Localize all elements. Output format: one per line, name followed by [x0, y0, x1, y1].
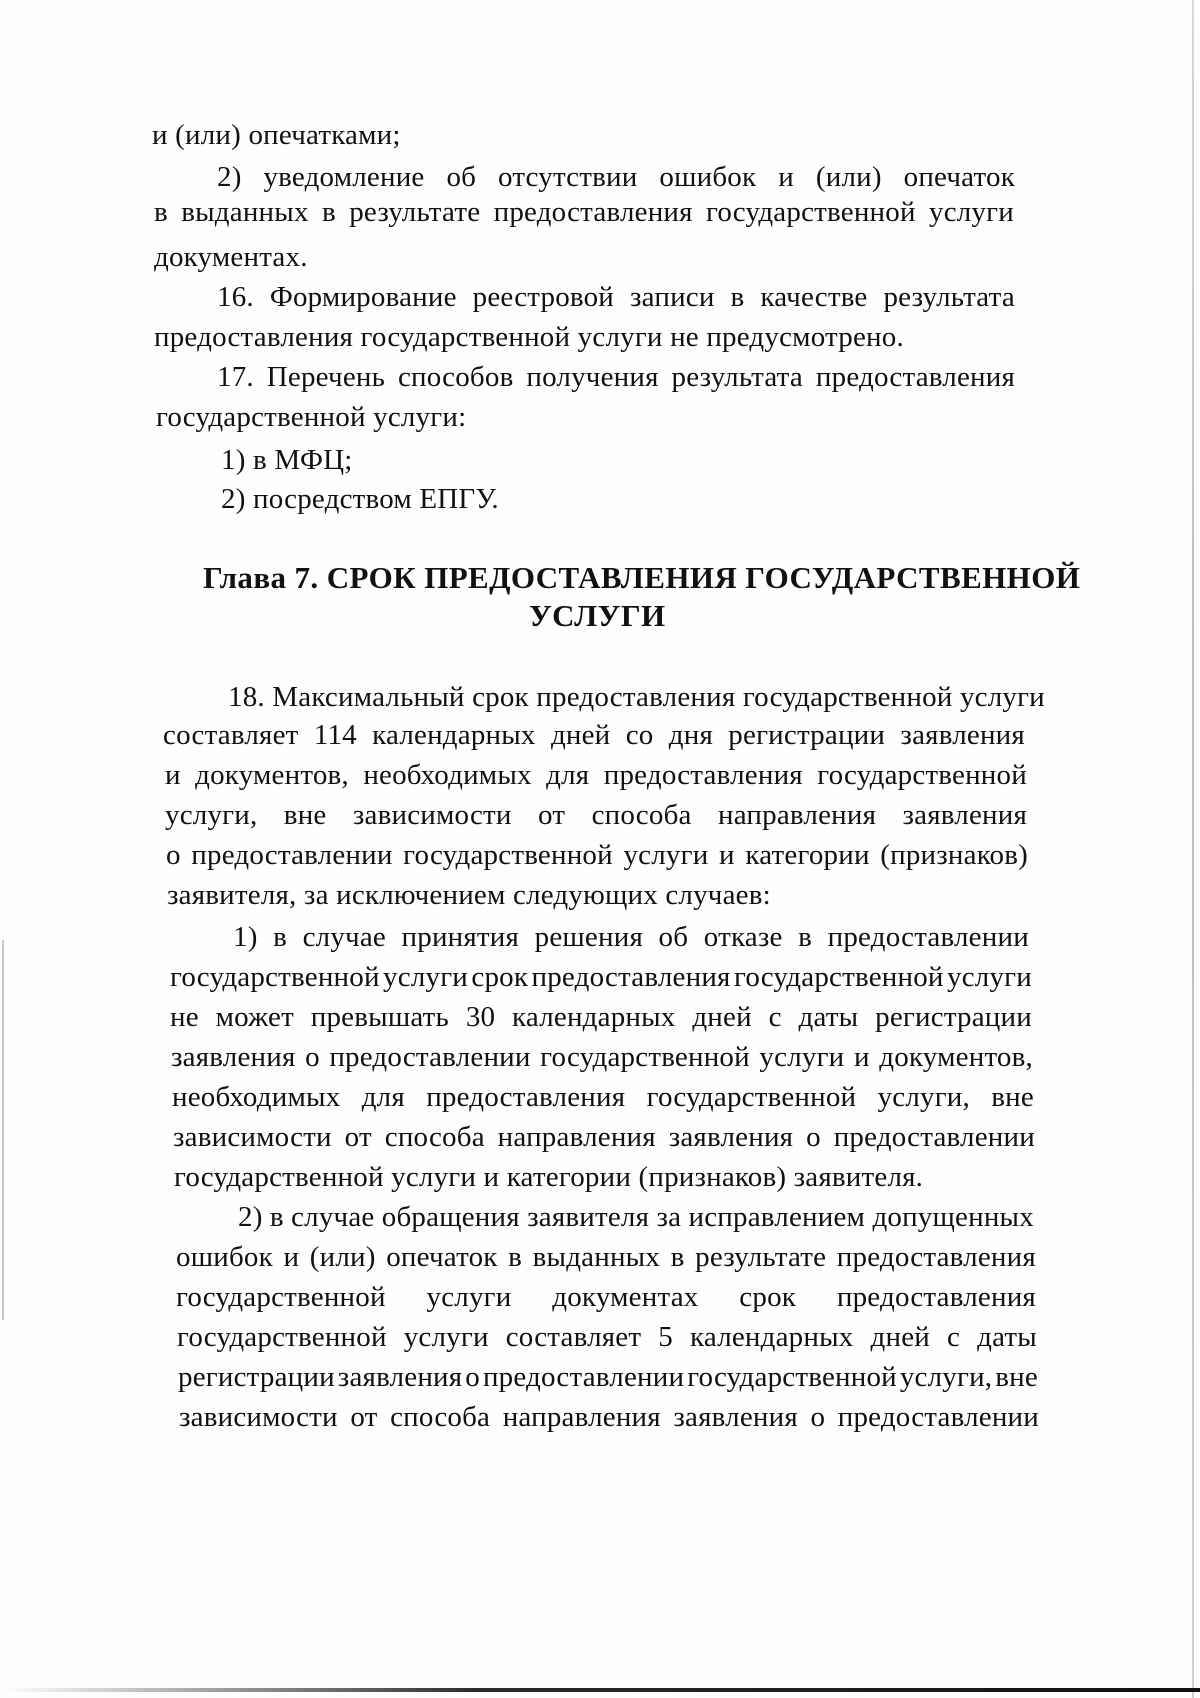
word: (или)	[815, 161, 882, 193]
text-line	[217, 160, 1015, 194]
word: дней	[550, 719, 611, 751]
text-line: и (или) опечатками;	[152, 119, 401, 151]
word: документов,	[879, 1041, 1033, 1073]
text-line	[217, 280, 1015, 314]
text-line: государственной услуги:	[156, 401, 467, 433]
word: услуги,	[877, 1081, 970, 1113]
word: направления	[717, 799, 877, 831]
list-item: 1) в МФЦ;	[221, 444, 353, 476]
text-line: государственной услуги и категории (признаков) заявителя.	[174, 1161, 924, 1193]
word: от	[344, 1121, 372, 1153]
word: в	[269, 1201, 284, 1233]
word: услуги,	[899, 1361, 993, 1393]
text-line	[178, 1360, 1038, 1394]
word: государственной	[733, 961, 944, 993]
word: случае	[302, 921, 386, 953]
word: предоставления	[426, 1081, 626, 1113]
word: (или)	[309, 1241, 376, 1273]
word: Формирование	[269, 281, 457, 313]
scan-edge	[1192, 0, 1194, 1698]
word: и	[719, 839, 735, 871]
word: предоставлении	[827, 921, 1029, 953]
word: государственной	[170, 961, 380, 993]
text-line: предоставления государственной услуги не предусмотрено.	[154, 321, 904, 353]
scan-border	[0, 1688, 1200, 1692]
word: 5	[658, 1321, 673, 1353]
word: 2)	[238, 1201, 263, 1233]
word: результата	[883, 281, 1015, 313]
word: об	[658, 921, 689, 953]
text-line: 18. Максимальный срок предоставления государственной услуги	[228, 681, 1045, 713]
word: способа	[390, 1401, 491, 1433]
word: необходимых	[363, 759, 532, 791]
word: 30	[465, 1001, 496, 1033]
word: составляет	[163, 719, 299, 751]
word: отсутствии	[498, 161, 638, 193]
word: выданных	[181, 196, 309, 228]
word: не	[170, 1001, 199, 1033]
word: заявления	[673, 1401, 798, 1433]
word: услуги	[623, 839, 709, 871]
word: предоставления	[836, 1281, 1036, 1313]
word: (признаков)	[880, 839, 1028, 871]
word: документов,	[195, 759, 349, 791]
text-line: заявителя, за исключением следующих случаев:	[167, 879, 771, 911]
word: заявления	[668, 1121, 794, 1153]
word: опечаток	[386, 1241, 498, 1273]
word: 17.	[217, 361, 254, 393]
word: за	[656, 1201, 682, 1233]
word: исправлением	[688, 1201, 866, 1233]
word: заявления	[902, 799, 1027, 831]
word: отказе	[703, 921, 783, 953]
text-line	[170, 1000, 1032, 1034]
word: для	[361, 1081, 405, 1113]
text-line	[171, 1040, 1033, 1074]
word: случае	[291, 1201, 375, 1233]
word: в	[670, 1241, 685, 1273]
word: принятия	[401, 921, 520, 953]
text-line: документах.	[154, 241, 308, 273]
word: государственной	[817, 759, 1027, 791]
word: с	[768, 1001, 782, 1033]
word: о	[465, 1361, 480, 1393]
word: вне	[283, 799, 327, 831]
word: регистрации	[875, 1001, 1032, 1033]
word: о	[305, 1041, 320, 1073]
text-line	[154, 195, 1014, 229]
word: регистрации	[178, 1361, 335, 1393]
word: качестве	[760, 281, 868, 313]
word: предоставления	[531, 961, 731, 993]
word: дня	[668, 719, 713, 751]
word: услуги	[383, 961, 469, 993]
word: предоставления	[493, 196, 693, 228]
word: решения	[534, 921, 643, 953]
chapter-heading: УСЛУГИ	[529, 598, 666, 633]
word: способа	[591, 799, 692, 831]
word: о	[810, 1401, 826, 1433]
word: зависимости	[179, 1401, 338, 1433]
word: уведомление	[263, 161, 425, 193]
word: обращения	[381, 1201, 520, 1233]
word: зависимости	[173, 1121, 332, 1153]
text-line	[165, 798, 1027, 832]
word: вне	[995, 1361, 1038, 1393]
word: 2)	[217, 161, 242, 193]
word: опечаток	[903, 161, 1015, 193]
word: государственной	[687, 1361, 897, 1393]
word: документах	[552, 1281, 699, 1313]
word: предоставления	[603, 759, 803, 791]
text-line	[176, 1280, 1036, 1314]
word: направления	[502, 1401, 661, 1433]
word: предоставления	[815, 361, 1015, 393]
word: вне	[991, 1081, 1034, 1113]
word: 1)	[233, 921, 258, 953]
word: со	[625, 719, 654, 751]
word: 16.	[217, 281, 254, 313]
word: предоставлении	[191, 839, 393, 871]
word: с	[947, 1321, 961, 1353]
word: государственной	[176, 1281, 386, 1313]
word: даты	[798, 1001, 859, 1033]
word: заявления	[900, 719, 1025, 751]
word: о	[806, 1121, 821, 1153]
word: может	[215, 1001, 294, 1033]
word: в	[273, 921, 288, 953]
word: заявителя	[527, 1201, 650, 1233]
text-line	[217, 360, 1015, 394]
text-line	[170, 960, 1032, 994]
word: направления	[497, 1121, 656, 1153]
word: даты	[977, 1321, 1037, 1353]
word: срок	[471, 961, 529, 993]
word: услуги	[947, 961, 1032, 993]
word: предоставлении	[833, 1121, 1035, 1153]
word: календарных	[512, 1001, 676, 1033]
word: услуги	[929, 196, 1014, 228]
scan-edge	[2, 940, 4, 1320]
word: регистрации	[728, 719, 886, 751]
word: предоставлении	[329, 1041, 531, 1073]
word: предоставлении	[837, 1401, 1039, 1433]
word: необходимых	[172, 1081, 341, 1113]
word: услуги	[759, 1041, 845, 1073]
text-line	[172, 1080, 1034, 1114]
word: способа	[384, 1121, 485, 1153]
word: способов	[397, 361, 514, 393]
word: результате	[349, 196, 481, 228]
word: реестровой	[472, 281, 615, 313]
text-line	[238, 1200, 1034, 1234]
word: ошибок	[659, 161, 757, 193]
word: допущенных	[872, 1201, 1034, 1233]
word: выданных	[532, 1241, 661, 1273]
word: в	[798, 921, 813, 953]
word: зависимости	[352, 799, 512, 831]
word: составляет	[505, 1321, 642, 1353]
chapter-heading: Глава 7. СРОК ПРЕДОСТАВЛЕНИЯ ГОСУДАРСТВЕННОЙ	[203, 560, 1081, 595]
word: и	[853, 1041, 870, 1073]
list-item: 2) посредством ЕПГУ.	[221, 483, 499, 515]
text-line	[165, 758, 1027, 792]
word: дней	[870, 1321, 930, 1353]
text-line	[176, 1240, 1036, 1274]
word: услуги,	[165, 799, 258, 831]
text-line	[173, 1120, 1035, 1154]
word: получения	[526, 361, 659, 393]
word: государственной	[177, 1321, 387, 1353]
text-line	[163, 718, 1025, 752]
word: предоставления	[836, 1241, 1036, 1273]
word: от	[538, 799, 566, 831]
word: и	[165, 759, 181, 791]
word: заявления	[337, 1361, 463, 1393]
word: в	[321, 196, 336, 228]
word: дней	[692, 1001, 752, 1033]
word: в	[730, 281, 745, 313]
word: календарных	[372, 719, 536, 751]
word: государственной	[706, 196, 916, 228]
word: предоставлении	[482, 1361, 685, 1393]
word: государственной	[403, 839, 613, 871]
word: и	[283, 1241, 300, 1273]
word: результате	[695, 1241, 827, 1273]
text-line	[179, 1400, 1039, 1434]
word: услуги	[426, 1281, 512, 1313]
word: 114	[313, 719, 357, 751]
word: государственной	[646, 1081, 857, 1113]
word: для	[546, 759, 590, 791]
word: и	[778, 161, 794, 193]
word: услуги	[403, 1321, 489, 1353]
word: ошибок	[176, 1241, 273, 1273]
word: Перечень	[266, 361, 386, 393]
word: записи	[630, 281, 715, 313]
word: заявления	[171, 1041, 296, 1073]
word: о	[166, 839, 181, 871]
text-line	[233, 920, 1029, 954]
text-line	[166, 838, 1028, 872]
word: государственной	[540, 1041, 750, 1073]
word: календарных	[690, 1321, 854, 1353]
word: от	[350, 1401, 378, 1433]
word: об	[446, 161, 477, 193]
word: в	[154, 196, 168, 228]
word: категории	[745, 839, 870, 871]
word: превышать	[310, 1001, 449, 1033]
word: результата	[671, 361, 803, 393]
word: в	[508, 1241, 523, 1273]
word: срок	[739, 1281, 797, 1313]
text-line	[177, 1320, 1037, 1354]
